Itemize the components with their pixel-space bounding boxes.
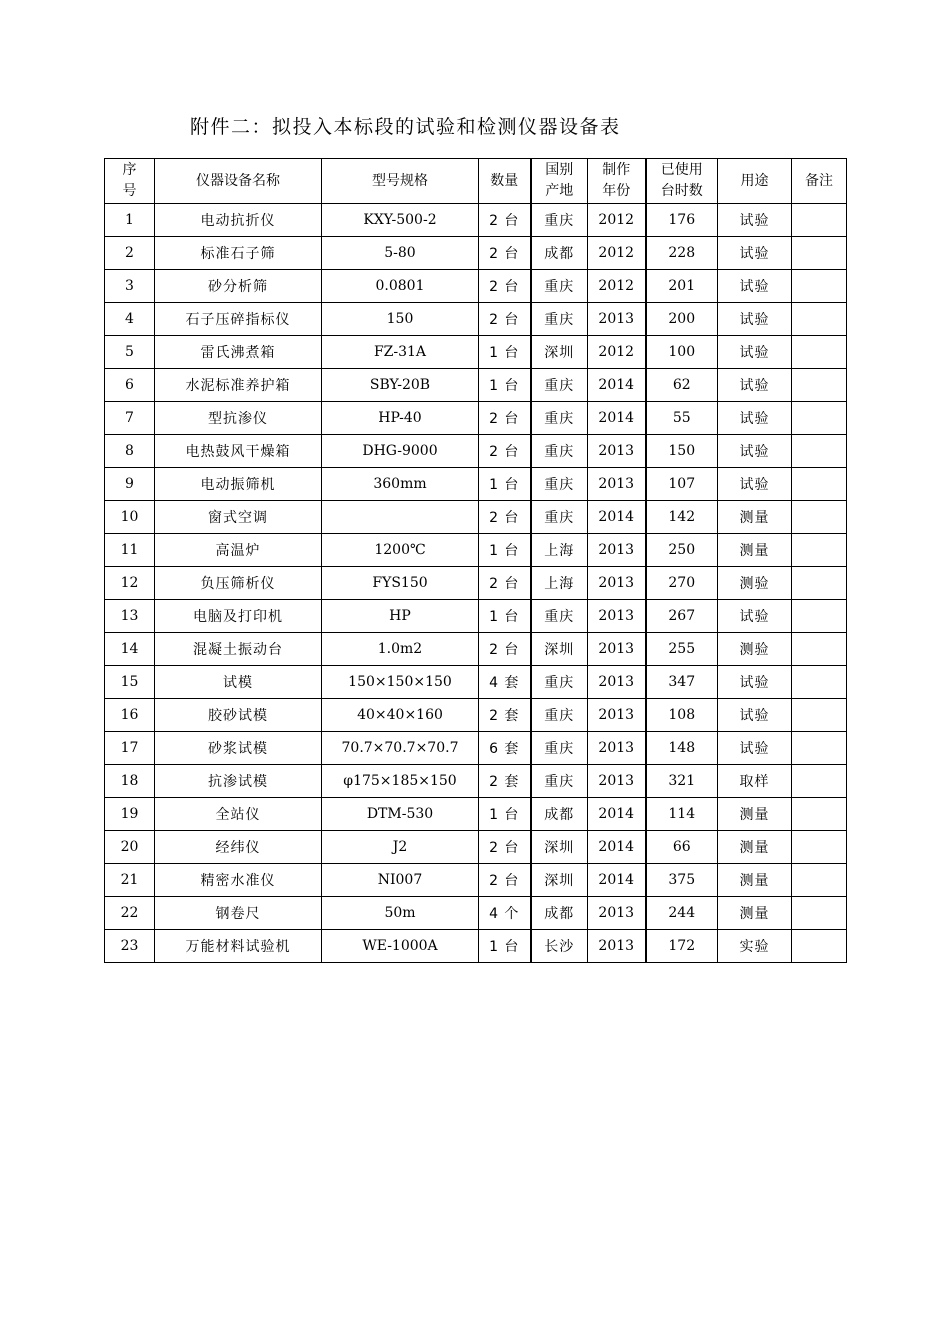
cell-origin: 上海: [531, 534, 588, 567]
table-row: [105, 798, 847, 831]
table-row: [105, 204, 847, 237]
table-row: [105, 732, 847, 765]
cell-use: 测量: [718, 897, 792, 930]
cell-name: 电脑及打印机: [155, 600, 322, 633]
cell-qty: 2 台: [479, 270, 531, 303]
cell-remark: [792, 897, 847, 930]
cell-name: 砂分析筛: [155, 270, 322, 303]
cell-use: 试验: [718, 237, 792, 270]
cell-year: 2013: [588, 666, 646, 699]
cell-model: 5-80: [322, 237, 479, 270]
header-no-line1: 序: [122, 162, 137, 178]
cell-qty: 4 套: [479, 666, 531, 699]
cell-use: 试验: [718, 435, 792, 468]
table-row: [105, 237, 847, 270]
table-row: [105, 303, 847, 336]
cell-use: 试验: [718, 402, 792, 435]
cell-name: 标准石子筛: [155, 237, 322, 270]
cell-remark: [792, 864, 847, 897]
cell-no: 19: [105, 798, 155, 831]
cell-qty: 1 台: [479, 600, 531, 633]
cell-model: FZ-31A: [322, 336, 479, 369]
cell-remark: [792, 930, 847, 963]
cell-remark: [792, 501, 847, 534]
cell-no: 20: [105, 831, 155, 864]
cell-hours: 114: [646, 798, 718, 831]
cell-remark: [792, 798, 847, 831]
cell-year: 2012: [588, 204, 646, 237]
header-hours: [646, 159, 718, 204]
cell-no: 1: [105, 204, 155, 237]
table-row: [105, 567, 847, 600]
cell-name: 型抗渗仪: [155, 402, 322, 435]
cell-qty: 6 套: [479, 732, 531, 765]
cell-hours: 176: [646, 204, 718, 237]
header-no: [105, 159, 155, 204]
cell-model: 1200℃: [322, 534, 479, 567]
cell-use: 试验: [718, 270, 792, 303]
cell-name: 电动振筛机: [155, 468, 322, 501]
cell-year: 2013: [588, 303, 646, 336]
cell-origin: 重庆: [531, 666, 588, 699]
header-origin-line1: 国别: [545, 162, 574, 178]
cell-model: NI007: [322, 864, 479, 897]
cell-remark: [792, 369, 847, 402]
cell-no: 3: [105, 270, 155, 303]
cell-name: 水泥标准养护箱: [155, 369, 322, 402]
cell-name: 石子压碎指标仪: [155, 303, 322, 336]
cell-origin: 深圳: [531, 633, 588, 666]
cell-model: 150: [322, 303, 479, 336]
table-row: [105, 864, 847, 897]
cell-name: 精密水准仪: [155, 864, 322, 897]
cell-remark: [792, 270, 847, 303]
cell-remark: [792, 831, 847, 864]
cell-name: 抗渗试模: [155, 765, 322, 798]
cell-qty: 2 台: [479, 633, 531, 666]
cell-hours: 100: [646, 336, 718, 369]
cell-use: 测验: [718, 567, 792, 600]
cell-no: 18: [105, 765, 155, 798]
cell-remark: [792, 468, 847, 501]
cell-model: HP: [322, 600, 479, 633]
table-row: [105, 534, 847, 567]
cell-use: 试验: [718, 336, 792, 369]
cell-hours: 150: [646, 435, 718, 468]
cell-model: 1.0m2: [322, 633, 479, 666]
cell-hours: 200: [646, 303, 718, 336]
cell-no: 22: [105, 897, 155, 930]
cell-no: 2: [105, 237, 155, 270]
cell-remark: [792, 666, 847, 699]
cell-remark: [792, 765, 847, 798]
cell-origin: 深圳: [531, 864, 588, 897]
cell-year: 2014: [588, 831, 646, 864]
cell-use: 试验: [718, 303, 792, 336]
cell-hours: 250: [646, 534, 718, 567]
cell-qty: 1 台: [479, 930, 531, 963]
cell-year: 2013: [588, 468, 646, 501]
cell-qty: 1 台: [479, 468, 531, 501]
cell-remark: [792, 600, 847, 633]
cell-year: 2012: [588, 270, 646, 303]
cell-year: 2014: [588, 798, 646, 831]
cell-qty: 2 台: [479, 864, 531, 897]
cell-year: 2013: [588, 435, 646, 468]
cell-model: 70.7×70.7×70.7: [322, 732, 479, 765]
cell-hours: 148: [646, 732, 718, 765]
table-row: [105, 402, 847, 435]
cell-no: 10: [105, 501, 155, 534]
cell-use: 测量: [718, 798, 792, 831]
cell-use: 试验: [718, 600, 792, 633]
cell-origin: 重庆: [531, 468, 588, 501]
cell-qty: 2 台: [479, 237, 531, 270]
cell-name: 经纬仪: [155, 831, 322, 864]
cell-hours: 270: [646, 567, 718, 600]
cell-remark: [792, 303, 847, 336]
cell-no: 8: [105, 435, 155, 468]
header-use: 用途: [718, 159, 792, 204]
cell-year: 2013: [588, 534, 646, 567]
cell-name: 电热鼓风干燥箱: [155, 435, 322, 468]
cell-name: 混凝土振动台: [155, 633, 322, 666]
cell-no: 13: [105, 600, 155, 633]
cell-year: 2014: [588, 501, 646, 534]
cell-qty: 2 台: [479, 303, 531, 336]
cell-hours: 107: [646, 468, 718, 501]
table-row: [105, 600, 847, 633]
cell-no: 11: [105, 534, 155, 567]
cell-year: 2013: [588, 699, 646, 732]
cell-no: 12: [105, 567, 155, 600]
cell-model: 50m: [322, 897, 479, 930]
cell-origin: 重庆: [531, 303, 588, 336]
cell-no: 14: [105, 633, 155, 666]
cell-model: J2: [322, 831, 479, 864]
cell-year: 2013: [588, 765, 646, 798]
cell-qty: 2 台: [479, 567, 531, 600]
table-row: [105, 765, 847, 798]
cell-year: 2013: [588, 567, 646, 600]
cell-qty: 2 台: [479, 402, 531, 435]
cell-qty: 1 台: [479, 534, 531, 567]
cell-origin: 重庆: [531, 270, 588, 303]
cell-use: 试验: [718, 732, 792, 765]
cell-no: 15: [105, 666, 155, 699]
cell-use: 试验: [718, 369, 792, 402]
cell-qty: 2 台: [479, 831, 531, 864]
cell-no: 23: [105, 930, 155, 963]
cell-remark: [792, 534, 847, 567]
cell-origin: 成都: [531, 897, 588, 930]
table-row: [105, 699, 847, 732]
cell-name: 电动抗折仪: [155, 204, 322, 237]
cell-no: 7: [105, 402, 155, 435]
cell-model: KXY-500-2: [322, 204, 479, 237]
cell-origin: 重庆: [531, 732, 588, 765]
header-hours-line2: 台时数: [660, 183, 703, 199]
cell-origin: 成都: [531, 798, 588, 831]
cell-model: WE-1000A: [322, 930, 479, 963]
cell-year: 2014: [588, 369, 646, 402]
table-row: [105, 501, 847, 534]
cell-model: 150×150×150: [322, 666, 479, 699]
cell-origin: 重庆: [531, 765, 588, 798]
table-row: [105, 897, 847, 930]
cell-qty: 2 台: [479, 204, 531, 237]
page-title: 附件二：拟投入本标段的试验和检测仪器设备表: [190, 116, 621, 138]
cell-qty: 2 套: [479, 699, 531, 732]
cell-qty: 2 台: [479, 501, 531, 534]
cell-hours: 108: [646, 699, 718, 732]
cell-no: 5: [105, 336, 155, 369]
header-no-line2: 号: [122, 183, 137, 199]
cell-hours: 172: [646, 930, 718, 963]
table-row: [105, 270, 847, 303]
cell-remark: [792, 732, 847, 765]
cell-origin: 重庆: [531, 204, 588, 237]
table-row: [105, 930, 847, 963]
cell-name: 砂浆试模: [155, 732, 322, 765]
cell-origin: 重庆: [531, 369, 588, 402]
cell-model: 40×40×160: [322, 699, 479, 732]
header-name: 仪器设备名称: [155, 159, 322, 204]
cell-name: 万能材料试验机: [155, 930, 322, 963]
cell-year: 2014: [588, 402, 646, 435]
cell-remark: [792, 699, 847, 732]
cell-hours: 201: [646, 270, 718, 303]
cell-qty: 2 台: [479, 435, 531, 468]
cell-remark: [792, 237, 847, 270]
equipment-table: [104, 158, 847, 963]
header-year-line1: 制作: [602, 162, 631, 178]
table-header: [105, 159, 847, 204]
header-year: [588, 159, 646, 204]
cell-use: 试验: [718, 468, 792, 501]
header-year-line2: 年份: [602, 183, 631, 199]
cell-hours: 347: [646, 666, 718, 699]
header-qty: 数量: [479, 159, 531, 204]
header-origin-line2: 产地: [545, 183, 574, 199]
cell-qty: 2 套: [479, 765, 531, 798]
header-origin: [531, 159, 588, 204]
table-row: [105, 831, 847, 864]
table-row: [105, 435, 847, 468]
cell-use: 测验: [718, 633, 792, 666]
cell-use: 实验: [718, 930, 792, 963]
cell-remark: [792, 336, 847, 369]
cell-name: 钢卷尺: [155, 897, 322, 930]
cell-origin: 重庆: [531, 501, 588, 534]
cell-use: 测量: [718, 831, 792, 864]
cell-year: 2013: [588, 633, 646, 666]
cell-model: φ175×185×150: [322, 765, 479, 798]
cell-qty: 1 台: [479, 369, 531, 402]
cell-origin: 成都: [531, 237, 588, 270]
cell-hours: 267: [646, 600, 718, 633]
cell-hours: 375: [646, 864, 718, 897]
table-row: [105, 666, 847, 699]
cell-remark: [792, 567, 847, 600]
cell-year: 2012: [588, 237, 646, 270]
cell-use: 试验: [718, 204, 792, 237]
header-model: 型号规格: [322, 159, 479, 204]
cell-no: 17: [105, 732, 155, 765]
cell-use: 取样: [718, 765, 792, 798]
cell-model: DHG-9000: [322, 435, 479, 468]
cell-origin: 深圳: [531, 831, 588, 864]
cell-model: 0.0801: [322, 270, 479, 303]
cell-hours: 228: [646, 237, 718, 270]
cell-model: HP-40: [322, 402, 479, 435]
cell-model: [322, 501, 479, 534]
cell-hours: 255: [646, 633, 718, 666]
cell-hours: 66: [646, 831, 718, 864]
cell-origin: 上海: [531, 567, 588, 600]
cell-use: 测量: [718, 864, 792, 897]
cell-no: 21: [105, 864, 155, 897]
table-row: [105, 336, 847, 369]
cell-hours: 142: [646, 501, 718, 534]
cell-remark: [792, 435, 847, 468]
table-body: [105, 204, 847, 963]
cell-hours: 62: [646, 369, 718, 402]
cell-origin: 长沙: [531, 930, 588, 963]
cell-year: 2013: [588, 897, 646, 930]
cell-remark: [792, 402, 847, 435]
cell-origin: 重庆: [531, 435, 588, 468]
table-row: [105, 369, 847, 402]
cell-name: 雷氏沸煮箱: [155, 336, 322, 369]
cell-origin: 重庆: [531, 402, 588, 435]
header-hours-line1: 已使用: [660, 162, 703, 178]
table-row: [105, 633, 847, 666]
table-row: [105, 468, 847, 501]
cell-model: DTM-530: [322, 798, 479, 831]
cell-model: SBY-20B: [322, 369, 479, 402]
cell-name: 试模: [155, 666, 322, 699]
cell-qty: 1 台: [479, 798, 531, 831]
cell-name: 窗式空调: [155, 501, 322, 534]
cell-remark: [792, 633, 847, 666]
cell-name: 高温炉: [155, 534, 322, 567]
cell-use: 测量: [718, 534, 792, 567]
cell-no: 6: [105, 369, 155, 402]
cell-no: 4: [105, 303, 155, 336]
cell-year: 2012: [588, 336, 646, 369]
header-remark: 备注: [792, 159, 847, 204]
cell-name: 全站仪: [155, 798, 322, 831]
cell-name: 负压筛析仪: [155, 567, 322, 600]
header-row: [105, 159, 847, 204]
cell-use: 试验: [718, 699, 792, 732]
cell-year: 2013: [588, 600, 646, 633]
cell-origin: 重庆: [531, 699, 588, 732]
cell-remark: [792, 204, 847, 237]
cell-hours: 244: [646, 897, 718, 930]
cell-no: 16: [105, 699, 155, 732]
cell-year: 2013: [588, 732, 646, 765]
cell-origin: 重庆: [531, 600, 588, 633]
cell-qty: 1 台: [479, 336, 531, 369]
cell-name: 胶砂试模: [155, 699, 322, 732]
cell-use: 测量: [718, 501, 792, 534]
cell-qty: 4 个: [479, 897, 531, 930]
cell-use: 试验: [718, 666, 792, 699]
cell-no: 9: [105, 468, 155, 501]
cell-hours: 55: [646, 402, 718, 435]
cell-hours: 321: [646, 765, 718, 798]
cell-year: 2014: [588, 864, 646, 897]
cell-origin: 深圳: [531, 336, 588, 369]
cell-year: 2013: [588, 930, 646, 963]
cell-model: 360mm: [322, 468, 479, 501]
cell-model: FYS150: [322, 567, 479, 600]
